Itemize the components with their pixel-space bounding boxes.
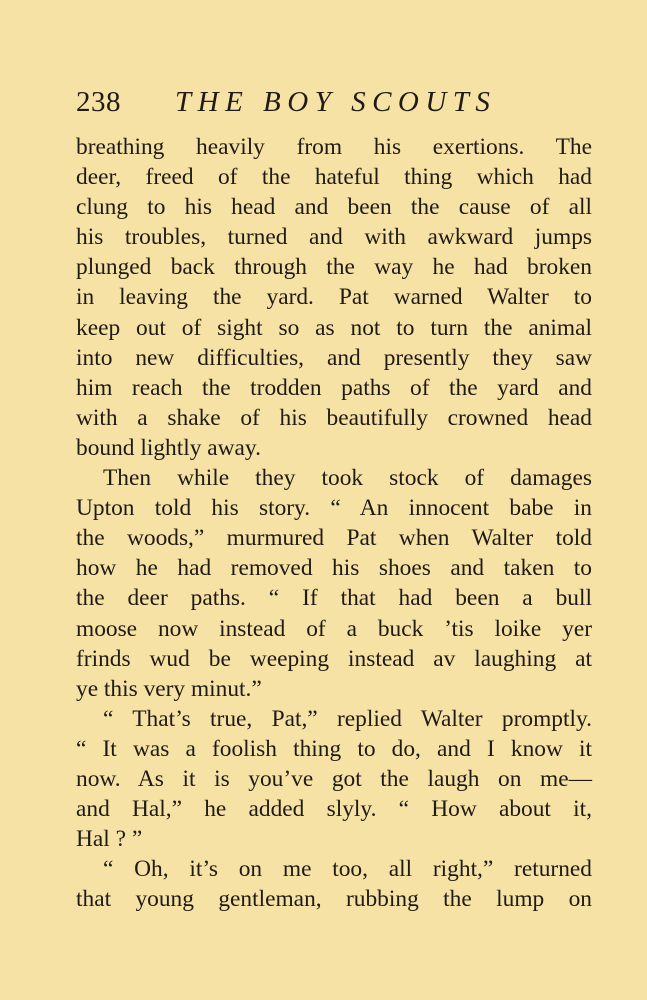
text-line: now. As it is you’ve got the laugh on me— — [76, 765, 592, 792]
page-header — [76, 82, 596, 122]
text-line: the woods,” murmured Pat when Walter told — [76, 525, 592, 552]
text-line: keep out of sight so as not to turn the animal — [76, 314, 592, 341]
text-line: and Hal,” he added slyly. “ How about it, — [76, 796, 592, 823]
text-line: with a shake of his beautifully crowned head — [76, 404, 592, 431]
text-line: Upton told his story. “ An innocent babe in — [76, 495, 592, 522]
text-line: that young gentleman, rubbing the lump on — [76, 886, 592, 913]
text-line: clung to his head and been the cause of all — [76, 194, 592, 221]
paragraph-start-line: “ That’s true, Pat,” replied Walter promptly. — [103, 705, 592, 732]
paragraph-end-line: bound lightly away. — [76, 434, 261, 461]
text-line: how he had removed his shoes and taken to — [76, 555, 592, 582]
text-line: him reach the trodden paths of the yard and — [76, 374, 592, 401]
text-line: breathing heavily from his exertions. The — [76, 134, 592, 160]
text-line: moose now instead of a buck ’tis loike yer — [76, 615, 592, 642]
text-line: the deer paths. “ If that had been a bull — [76, 585, 592, 612]
text-line: plunged back through the way he had broken — [76, 254, 592, 281]
paragraph-start-line: Then while they took stock of damages — [103, 465, 592, 492]
text-line: in leaving the yard. Pat warned Walter to — [76, 284, 592, 311]
body-text — [76, 132, 592, 914]
text-line: “ It was a foolish thing to do, and I know it — [76, 735, 592, 762]
paragraph-end-line: Hal ? ” — [76, 826, 143, 853]
paragraph-end-line: ye this very minut.” — [76, 675, 262, 702]
text-line: deer, freed of the hateful thing which had — [76, 164, 592, 191]
page-number: 238 — [76, 86, 121, 118]
text-line: his troubles, turned and with awkward jumps — [76, 224, 592, 251]
paragraph-start-line: “ Oh, it’s on me too, all right,” returned — [103, 856, 592, 883]
text-line: frinds wud be weeping instead av laughing at — [76, 645, 592, 672]
text-line: into new difficulties, and presently they saw — [76, 344, 592, 371]
running-title: THE BOY SCOUTS — [175, 86, 497, 118]
